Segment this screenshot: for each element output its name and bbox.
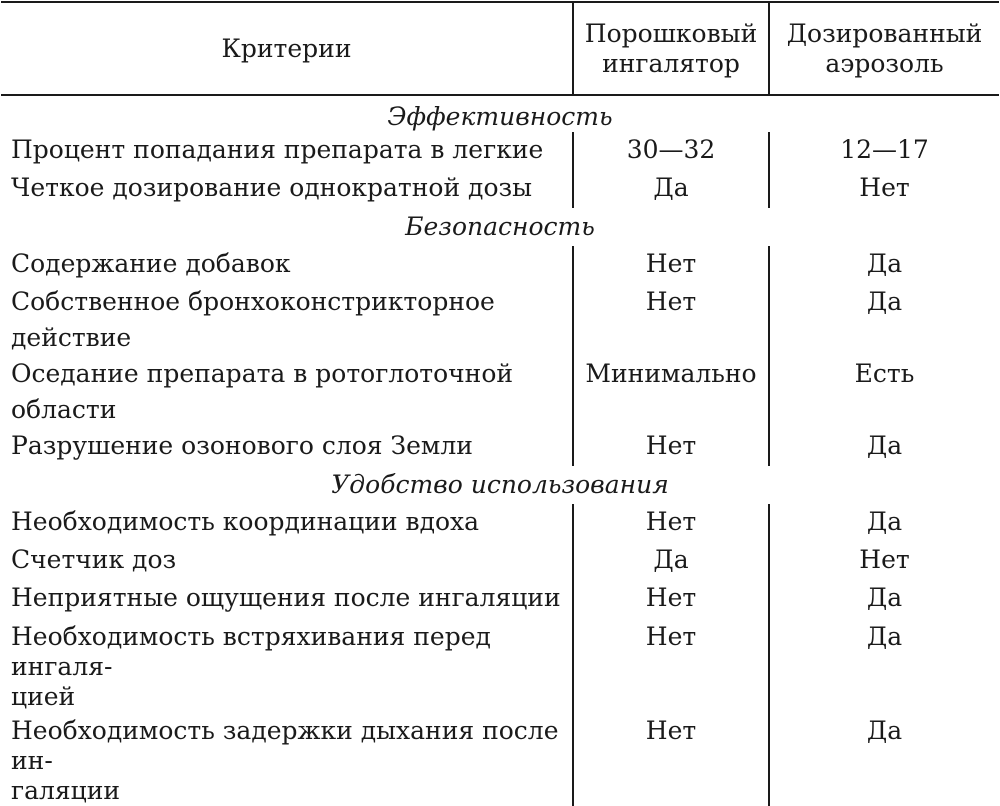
powder-value-cell: Нет <box>573 580 769 618</box>
table-row <box>1 504 999 542</box>
section-title: Эффективность <box>387 102 613 131</box>
aerosol-value-cell: Да <box>769 618 999 712</box>
powder-value-cell: Нет <box>573 428 769 466</box>
section-row-efficiency <box>1 95 999 132</box>
criterion-cell <box>1 712 573 806</box>
criterion-cell <box>1 618 573 712</box>
header-criteria: Критерии <box>1 2 573 95</box>
table-row <box>1 356 999 428</box>
header-powder-line2: ингалятор <box>602 48 740 78</box>
section-title: Безопасность <box>405 212 595 241</box>
header-aerosol-line2: аэрозоль <box>825 48 944 78</box>
aerosol-value-cell: Да <box>769 504 999 542</box>
table-row <box>1 170 999 208</box>
aerosol-value-cell: Есть <box>769 356 999 428</box>
criterion-cell: Разрушение озонового слоя Земли <box>11 431 473 460</box>
powder-value-cell: Нет <box>573 284 769 356</box>
criterion-line1: Необходимость задержки дыхания после ин- <box>11 716 559 775</box>
aerosol-value-cell: Да <box>769 428 999 466</box>
header-metered-aerosol <box>769 2 999 95</box>
criterion-cell: Счетчик доз <box>11 545 177 574</box>
powder-value-cell: Нет <box>573 618 769 712</box>
criterion-cell: Четкое дозирование однократной дозы <box>11 173 533 202</box>
inhaler-comparison-table <box>1 1 999 806</box>
table-row <box>1 132 999 170</box>
table-row <box>1 712 999 806</box>
criterion-cell: Оседание препарата в ротоглоточной области <box>11 359 514 424</box>
criterion-cell: Содержание добавок <box>11 249 291 278</box>
table-row <box>1 580 999 618</box>
header-powder-inhaler <box>573 2 769 95</box>
aerosol-value-cell: 12—17 <box>769 132 999 170</box>
table-row <box>1 246 999 284</box>
aerosol-value-cell: Да <box>769 284 999 356</box>
table-row <box>1 428 999 466</box>
criterion-line2: галяции <box>11 776 121 805</box>
powder-value-cell: Да <box>573 542 769 580</box>
section-title: Удобство использования <box>331 470 669 499</box>
aerosol-value-cell: Да <box>769 246 999 284</box>
criterion-line2: цией <box>11 682 76 711</box>
criterion-cell: Необходимость координации вдоха <box>11 507 480 536</box>
aerosol-value-cell: Нет <box>769 542 999 580</box>
table-header-row <box>1 2 999 95</box>
table-row <box>1 618 999 712</box>
table-row <box>1 284 999 356</box>
header-aerosol-line1: Дозированный <box>786 18 983 48</box>
powder-value-cell: Нет <box>573 712 769 806</box>
aerosol-value-cell: Нет <box>769 170 999 208</box>
powder-value-cell: Нет <box>573 246 769 284</box>
criterion-cell: Неприятные ощущения после ингаляции <box>11 583 561 612</box>
aerosol-value-cell: Да <box>769 712 999 806</box>
criterion-cell: Собственное бронхоконстрикторное действие <box>11 287 495 352</box>
section-row-usability <box>1 466 999 504</box>
comparison-table-page <box>0 1 1000 805</box>
powder-value-cell: Минимально <box>573 356 769 428</box>
aerosol-value-cell: Да <box>769 580 999 618</box>
header-powder-line1: Порошковый <box>584 18 758 48</box>
criterion-line1: Необходимость встряхивания перед ингаля- <box>11 622 491 681</box>
powder-value-cell: Нет <box>573 504 769 542</box>
table-row <box>1 542 999 580</box>
powder-value-cell: 30—32 <box>573 132 769 170</box>
criterion-cell: Процент попадания препарата в легкие <box>11 135 544 164</box>
section-row-safety <box>1 208 999 246</box>
powder-value-cell: Да <box>573 170 769 208</box>
